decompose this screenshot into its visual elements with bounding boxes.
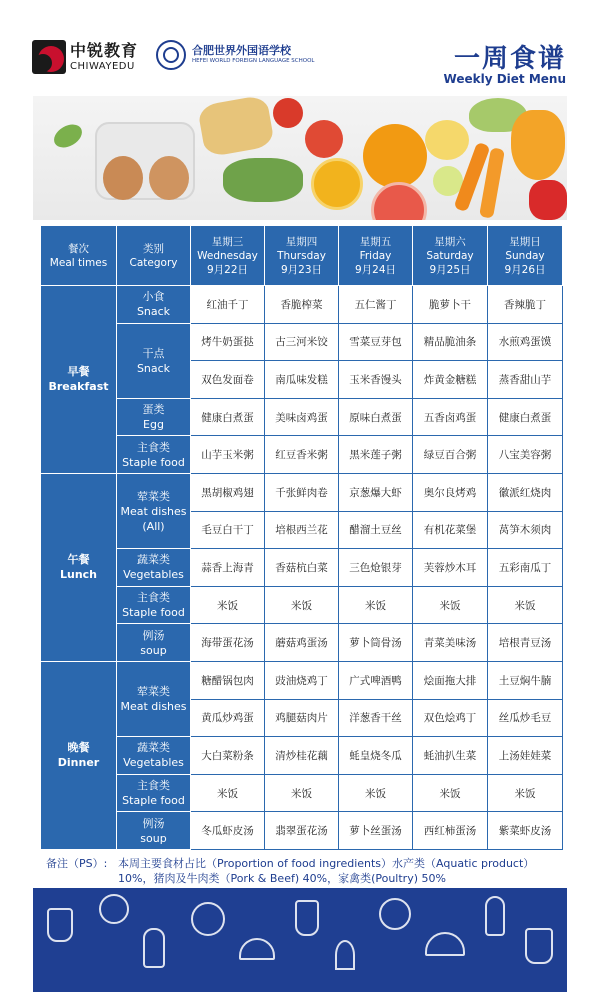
dish-cell: 蚝皇烧冬瓜 <box>339 737 413 775</box>
dish-cell: 八宝美容粥 <box>488 436 563 474</box>
table-row <box>41 661 563 699</box>
table-row <box>41 624 563 662</box>
dish-cell: 有机花菜堡 <box>413 511 488 549</box>
dish-cell: 海带蛋花汤 <box>191 624 265 662</box>
bottle-icon <box>485 896 505 936</box>
dish-cell: 香脆榨菜 <box>265 286 339 324</box>
meal-time-cell <box>41 473 117 661</box>
orange-slice-icon <box>311 158 363 210</box>
dish-cell: 洋葱香干丝 <box>339 699 413 737</box>
category-en: Egg <box>143 418 164 432</box>
dish-cell: 蘑菇鸡蛋汤 <box>265 624 339 662</box>
dish-cell: 萝卜丝蛋汤 <box>339 812 413 850</box>
dish-cell: 西红柿蛋汤 <box>413 812 488 850</box>
day-en: Saturday <box>426 249 474 262</box>
dish-cell: 紫菜虾皮汤 <box>488 812 563 850</box>
dish-cell: 古三河米饺 <box>265 323 339 361</box>
dish-cell: 黑胡椒鸡翅 <box>191 473 265 511</box>
category-cell <box>117 286 191 324</box>
dish-cell: 毛豆白干丁 <box>191 511 265 549</box>
day-en: Wednesday <box>197 249 258 262</box>
category-en: Meat dishes <box>120 700 187 714</box>
day-en: Thursday <box>277 249 326 262</box>
cloche-icon <box>425 932 465 956</box>
dish-cell: 清炒桂花藕 <box>265 737 339 775</box>
category-en: Meat dishes <box>120 504 187 518</box>
table-row <box>41 323 563 361</box>
dish-cell: 米饭 <box>488 774 563 812</box>
orange-icon <box>363 124 427 188</box>
dish-cell: 红油千丁 <box>191 286 265 324</box>
dish-cell: 米饭 <box>265 586 339 624</box>
grapefruit-icon <box>371 182 427 220</box>
table-row <box>41 586 563 624</box>
brand1-cn: 中锐教育 <box>70 40 139 60</box>
menu-body <box>41 286 563 850</box>
meal-times-header-en: Meal times <box>49 256 108 269</box>
dish-cell: 米饭 <box>413 774 488 812</box>
category-en: Snack <box>136 361 171 375</box>
category-cn: 干点 <box>142 346 165 360</box>
dish-cell: 南瓜味发糕 <box>265 361 339 399</box>
bottle-icon <box>143 928 165 968</box>
meal-time-cn: 午餐 <box>67 553 90 567</box>
dish-cell: 青菜美味汤 <box>413 624 488 662</box>
table-row <box>41 549 563 587</box>
category-en: Snack <box>136 305 171 319</box>
day-header <box>413 226 488 286</box>
meal-time-cn: 早餐 <box>67 365 90 379</box>
category-en: Staple food <box>122 606 185 620</box>
meal-times-header <box>41 226 117 286</box>
pepper-icon <box>511 110 565 180</box>
table-row <box>41 473 563 511</box>
dish-cell: 广式啤酒鸭 <box>339 661 413 699</box>
meal-time-cell <box>41 286 117 474</box>
day-cn: 星期四 <box>285 235 318 248</box>
day-date: 9月22日 <box>206 263 249 276</box>
category-cell <box>117 586 191 624</box>
day-header <box>339 226 413 286</box>
note-label: 备注（PS）: <box>46 857 108 870</box>
day-header <box>488 226 563 286</box>
dish-cell: 莴笋木须肉 <box>488 511 563 549</box>
menu-table <box>40 225 563 850</box>
dish-cell: 蒜香上海青 <box>191 549 265 587</box>
tomato-icon <box>305 120 343 158</box>
category-cn: 蔬菜类 <box>137 741 170 755</box>
dish-cell: 健康白煮蛋 <box>191 398 265 436</box>
footer-pattern <box>33 888 567 992</box>
day-en: Sunday <box>505 249 545 262</box>
category-header-en: Category <box>129 256 178 269</box>
table-row <box>41 436 563 474</box>
category-cn: 主食类 <box>137 440 170 454</box>
table-row <box>41 812 563 850</box>
category-en: Vegetables <box>123 568 184 582</box>
dish-cell: 炸黄金糖糕 <box>413 361 488 399</box>
dish-cell: 土豆焖牛腩 <box>488 661 563 699</box>
day-header <box>265 226 339 286</box>
dish-cell: 山芋玉米粥 <box>191 436 265 474</box>
day-header <box>191 226 265 286</box>
table-row <box>41 398 563 436</box>
category-cn: 主食类 <box>137 779 170 793</box>
egg-icon <box>149 156 189 200</box>
ingredient-note <box>46 856 566 886</box>
dish-cell: 五彩南瓜丁 <box>488 549 563 587</box>
brand2-en: HEFEI WORLD FOREIGN LANGUAGE SCHOOL <box>192 58 315 65</box>
category-en-extra: (All) <box>142 519 165 533</box>
school-logo <box>156 40 315 70</box>
category-cn: 主食类 <box>137 591 170 605</box>
plate-icon <box>99 894 129 924</box>
dish-cell: 三色炝银芽 <box>339 549 413 587</box>
meal-time-en: Dinner <box>57 756 100 770</box>
food-banner-image <box>33 96 567 220</box>
category-cn: 荤菜类 <box>137 685 170 699</box>
dish-cell: 米饭 <box>339 774 413 812</box>
pasta-icon <box>197 96 275 158</box>
page-subtitle: Weekly Diet Menu <box>443 72 566 86</box>
day-cn: 星期日 <box>509 235 541 248</box>
category-cn: 小食 <box>142 290 165 304</box>
category-cn: 蛋类 <box>142 403 165 417</box>
egg-icon <box>103 156 143 200</box>
dish-cell: 红豆香米粥 <box>265 436 339 474</box>
plate-icon <box>191 902 225 936</box>
dish-cell: 米饭 <box>191 774 265 812</box>
dish-cell: 芙蓉炒木耳 <box>413 549 488 587</box>
day-date: 9月24日 <box>354 263 397 276</box>
day-en: Friday <box>359 249 392 262</box>
category-cell <box>117 661 191 736</box>
cloche-icon <box>239 938 275 960</box>
plate-icon <box>379 898 411 930</box>
dish-cell: 五仁酱丁 <box>339 286 413 324</box>
dish-cell: 蚝油扒生菜 <box>413 737 488 775</box>
brand1-en: CHIWAYEDU <box>70 60 135 72</box>
dish-cell: 脆萝卜干 <box>413 286 488 324</box>
dish-cell: 香菇杭白菜 <box>265 549 339 587</box>
day-cn: 星期五 <box>359 235 392 248</box>
dish-cell: 香辣脆丁 <box>488 286 563 324</box>
cup-icon <box>295 900 319 936</box>
category-cell <box>117 473 191 548</box>
category-cn: 荤菜类 <box>137 489 170 503</box>
category-cell <box>117 774 191 812</box>
dish-cell: 双色烩鸡丁 <box>413 699 488 737</box>
dish-cell: 丝瓜炒毛豆 <box>488 699 563 737</box>
category-header <box>117 226 191 286</box>
category-cn: 例汤 <box>142 816 165 830</box>
ice-cream-icon <box>335 940 355 970</box>
dish-cell: 京葱爆大虾 <box>339 473 413 511</box>
dish-cell: 豉油烧鸡丁 <box>265 661 339 699</box>
dish-cell: 水煎鸡蛋馍 <box>488 323 563 361</box>
pepper-icon <box>529 180 567 220</box>
dish-cell: 糖醋锅包肉 <box>191 661 265 699</box>
table-row <box>41 286 563 324</box>
tomato-icon <box>273 98 303 128</box>
leaf-icon <box>50 120 86 152</box>
category-cell <box>117 549 191 587</box>
meal-time-en: Lunch <box>59 568 98 582</box>
dish-cell: 黑米莲子粥 <box>339 436 413 474</box>
category-cell <box>117 812 191 850</box>
category-cell <box>117 398 191 436</box>
category-en: soup <box>140 831 167 845</box>
note-line1: 本周主要食材占比（Proportion of food ingredients）水产类（Aquatic product） <box>118 857 535 870</box>
table-row <box>41 737 563 775</box>
dish-cell: 烤牛奶蛋挞 <box>191 323 265 361</box>
dish-cell: 米饭 <box>265 774 339 812</box>
dish-cell: 千张鲜肉卷 <box>265 473 339 511</box>
dish-cell: 上汤娃娃菜 <box>488 737 563 775</box>
dish-cell: 雪菜豆芽包 <box>339 323 413 361</box>
dish-cell: 米饭 <box>488 586 563 624</box>
category-cn: 例汤 <box>142 628 165 642</box>
category-cn: 蔬菜类 <box>137 553 170 567</box>
dish-cell: 黄瓜炒鸡蛋 <box>191 699 265 737</box>
category-en: Vegetables <box>123 756 184 770</box>
meal-times-header-cn: 餐次 <box>68 242 89 255</box>
dish-cell: 原味白煮蛋 <box>339 398 413 436</box>
dish-cell: 培根青豆汤 <box>488 624 563 662</box>
dish-cell: 米饭 <box>413 586 488 624</box>
dish-cell: 米饭 <box>191 586 265 624</box>
note-line2: 10%，猪肉及牛肉类（Pork & Beef) 40%，家禽类(Poultry) 50% <box>118 872 446 885</box>
lemon-icon <box>425 120 469 160</box>
chiwayedu-logo-icon <box>32 40 66 74</box>
category-cell <box>117 323 191 398</box>
category-en: Staple food <box>122 455 185 469</box>
day-cn: 星期六 <box>434 235 466 248</box>
school-emblem-icon <box>156 40 186 70</box>
dish-cell: 双色发面卷 <box>191 361 265 399</box>
brand2-cn: 合肥世界外国语学校 <box>192 44 291 58</box>
dish-cell: 奥尔良烤鸡 <box>413 473 488 511</box>
page-header <box>0 0 600 96</box>
dish-cell: 烩面拖大排 <box>413 661 488 699</box>
table-row <box>41 774 563 812</box>
dish-cell: 绿豆百合粥 <box>413 436 488 474</box>
day-date: 9月23日 <box>280 263 323 276</box>
cup-icon <box>525 928 553 964</box>
dish-cell: 冬瓜虾皮汤 <box>191 812 265 850</box>
dish-cell: 米饭 <box>339 586 413 624</box>
dish-cell: 翡翠蛋花汤 <box>265 812 339 850</box>
category-en: Staple food <box>122 794 185 808</box>
chiwayedu-logo <box>32 40 138 74</box>
category-cell <box>117 624 191 662</box>
dish-cell: 徽派红烧肉 <box>488 473 563 511</box>
day-date: 9月26日 <box>504 263 546 276</box>
category-cell <box>117 436 191 474</box>
day-cn: 星期三 <box>211 235 244 248</box>
dish-cell: 鸡腿菇肉片 <box>265 699 339 737</box>
dish-cell: 美味卤鸡蛋 <box>265 398 339 436</box>
dish-cell: 五香卤鸡蛋 <box>413 398 488 436</box>
dish-cell: 玉米香馒头 <box>339 361 413 399</box>
greens-icon <box>223 158 303 202</box>
dish-cell: 大白菜粉条 <box>191 737 265 775</box>
dish-cell: 蒸香甜山芋 <box>488 361 563 399</box>
dish-cell: 醋溜土豆丝 <box>339 511 413 549</box>
category-header-cn: 类别 <box>143 242 164 255</box>
day-date: 9月25日 <box>429 263 471 276</box>
dish-cell: 培根西兰花 <box>265 511 339 549</box>
cup-icon <box>47 908 73 942</box>
table-header-row <box>41 226 563 286</box>
category-en: soup <box>140 643 167 657</box>
meal-time-en: Breakfast <box>48 380 109 394</box>
meal-time-cell <box>41 661 117 849</box>
dish-cell: 萝卜筒骨汤 <box>339 624 413 662</box>
dish-cell: 精品脆油条 <box>413 323 488 361</box>
meal-time-cn: 晚餐 <box>67 741 90 755</box>
category-cell <box>117 737 191 775</box>
page-title: 一周食谱 <box>453 44 566 74</box>
dish-cell: 健康白煮蛋 <box>488 398 563 436</box>
